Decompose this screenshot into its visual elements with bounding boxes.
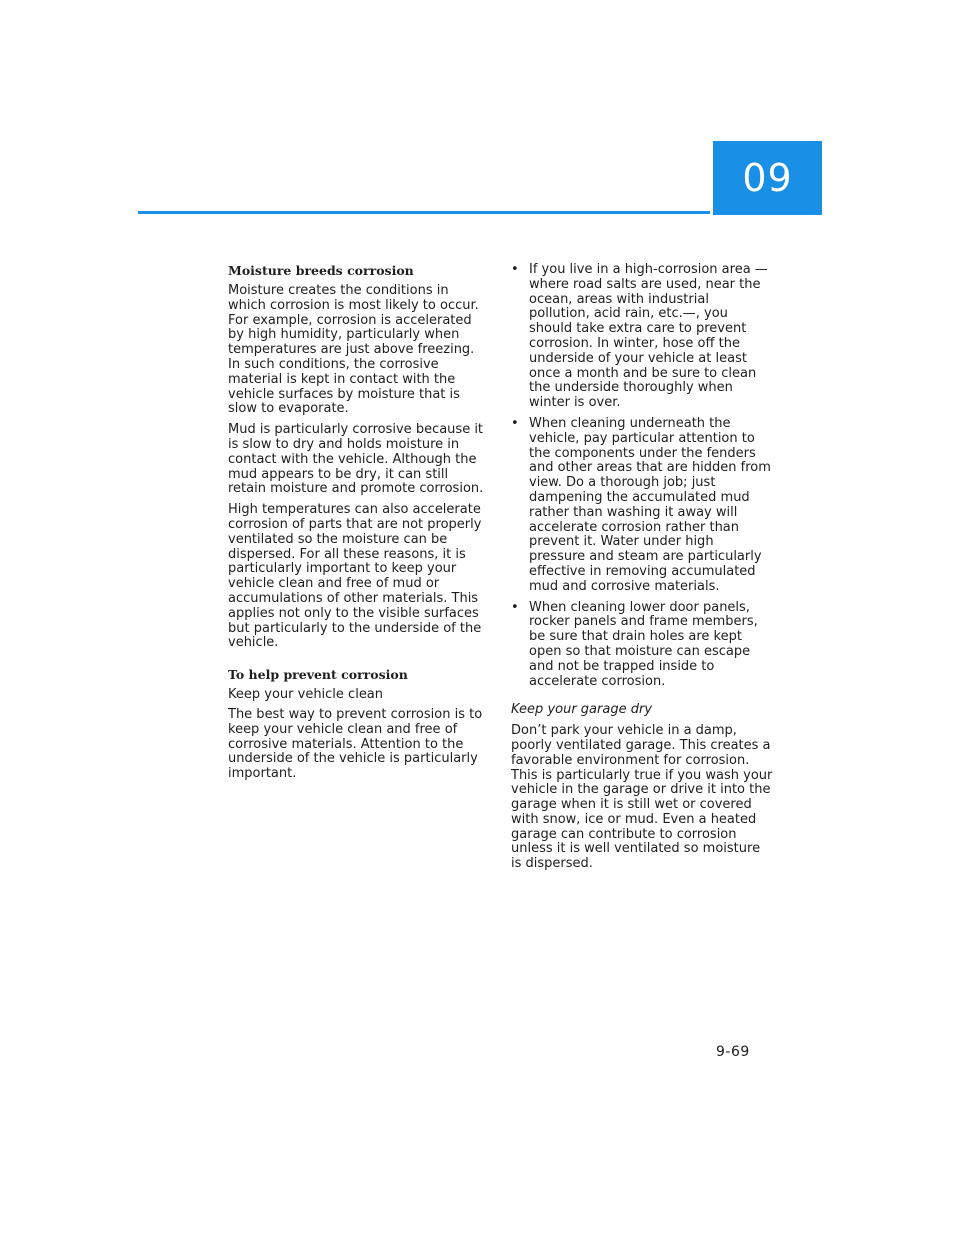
header-divider	[138, 211, 710, 214]
paragraph: Mud is particularly corrosive because it is slow to dry and holds moisture in contact with the vehicle. Although the mud appears to be dry, it can still retain moisture and promote corrosion.	[228, 422, 484, 497]
right-column	[511, 263, 773, 878]
bullet-marker: •	[511, 415, 519, 431]
subheading-garage: Keep your garage dry	[511, 702, 653, 718]
list-item	[511, 601, 773, 690]
list-item-text: If you live in a high-corrosion area — where road salts are used, near the ocean, areas with industrial pollution, acid rain, etc.—, you should take extra care to prevent corrosion. In winter, hose off the underside of your vehicle at least once a month and be sure to clean the underside thoroughly when winter is over.	[529, 262, 768, 411]
chapter-number: 09	[742, 156, 793, 200]
paragraph: High temperatures can also accelerate corrosion of parts that are not properly ventilated so the moisture can be dispersed. For all these reasons, it is particularly important to keep your vehicle clean and free of mud or accumulations of other materials. This applies not only to the visible surfaces but particularly to the underside of the vehicle.	[228, 502, 482, 651]
paragraph: Don’t park your vehicle in a damp, poorly ventilated garage. This creates a favorable environment for corrosion. This is particularly true if you wash your vehicle in the garage or drive it into the garage when it is still wet or covered with snow, ice or mud. Even a heated garage can contribute to corrosion unless it is well ventilated so moisture is dispersed.	[511, 723, 773, 872]
paragraph: The best way to prevent corrosion is to keep your vehicle clean and free of corrosive materials. Attention to the underside of the vehicle is particularly important.	[228, 706, 483, 782]
section-heading-moisture: Moisture breeds corrosion	[228, 263, 414, 278]
bullet-marker: •	[511, 599, 519, 615]
paragraph: Keep your vehicle clean	[228, 687, 384, 703]
list-item-text: When cleaning lower door panels, rocker panels and frame members, be sure that drain holes are kept open so that moisture can escape and not be trapped inside to accelerate corrosion.	[529, 599, 758, 689]
left-column	[228, 263, 490, 788]
list-item	[511, 417, 773, 595]
paragraph: Moisture creates the conditions in which corrosion is most likely to occur. For example, corrosion is accelerated by high humidity, particularly when temperatures are just above freezing. In such conditions, the corrosive material is kept in contact with the vehicle surfaces by moisture that is slow to evaporate.	[228, 283, 479, 417]
chapter-tab	[713, 141, 822, 215]
page-number: 9-69	[716, 1044, 750, 1060]
list-item	[511, 263, 773, 411]
bullet-list	[511, 263, 773, 689]
list-item-text: When cleaning underneath the vehicle, pay particular attention to the components under the fenders and other areas that are hidden from view. Do a thorough job; just dampening the accumulated mud rather than washing it away will accelerate corrosion rather than prevent it. Water under high pressure and steam are particularly effective in removing accumulated mud and corrosive materials.	[529, 415, 771, 594]
section-heading-prevent: To help prevent corrosion	[228, 667, 408, 683]
bullet-marker: •	[511, 262, 519, 277]
